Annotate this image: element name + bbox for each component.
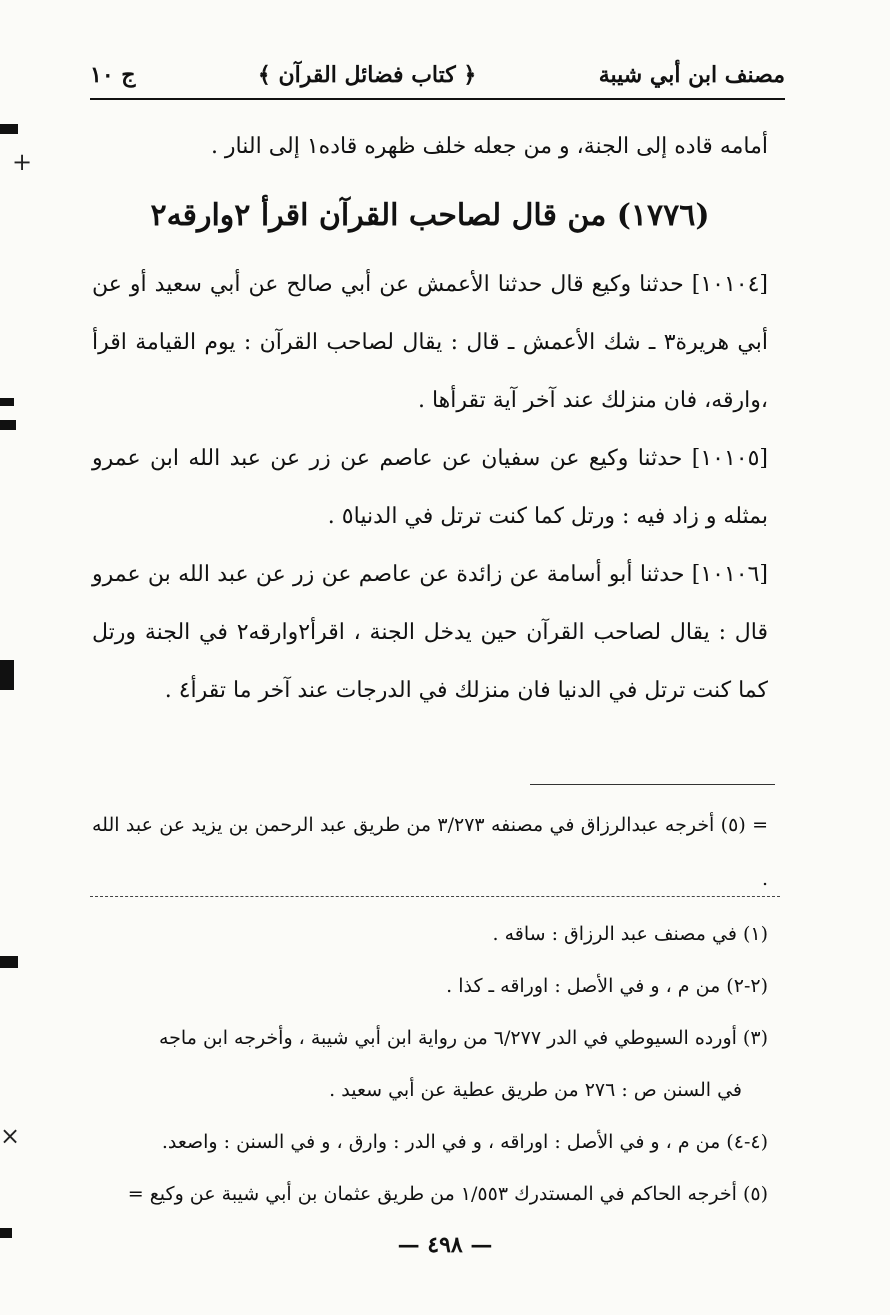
header-book-title: مصنف ابن أبي شيبة xyxy=(598,62,785,88)
footnote: (٣) أورده السيوطي في الدر ٦/٢٧٧ من رواية ابن أبي شيبة ، وأخرجه ابن ماجه xyxy=(159,1027,768,1049)
footnote-continuation: في السنن ص : ٢٧٦ من طريق عطية عن أبي سعيد . xyxy=(329,1079,742,1101)
main-text xyxy=(92,118,768,720)
hadith-paragraph: [١٠١٠٥] حدثنا وكيع عن سفيان عن عاصم عن زر عن عبد الله ابن عمرو بمثله و زاد فيه : ورتل كما كنت ترتل في الدنيا٥ . xyxy=(92,446,768,529)
continued-footnote xyxy=(92,798,768,906)
footnote-separator xyxy=(530,784,775,785)
running-header xyxy=(90,52,785,98)
scan-mark xyxy=(0,124,18,134)
header-volume: ج ١٠ xyxy=(90,62,136,88)
footnote-continued-text: = (٥) أخرجه عبدالرزاق في مصنفه ٣/٢٧٣ من طريق عبد الرحمن بن يزيد عن عبد الله . xyxy=(92,814,768,890)
header-rule xyxy=(90,98,785,100)
footnote: (١) في مصنف عبد الرزاق : ساقه . xyxy=(492,923,768,945)
footnote: (٥) أخرجه الحاكم في المستدرك ١/٥٥٣ من طريق عثمان بن أبي شيبة عن وكيع = xyxy=(127,1183,768,1205)
hadith-paragraph: [١٠١٠٦] حدثنا أبو أسامة عن زائدة عن عاصم عن زر عن عبد الله بن عمرو قال : يقال لصاحب القرآن حين يدخل الجنة ، اقرأ٢وارقه٢ في الجنة ورتل كما كنت ترتل في الدنيا فان منزلك في الدرجات عند آخر ما تقرأ٤ . xyxy=(92,562,768,703)
scan-mark xyxy=(0,660,14,690)
footnote: (٢-٢) من م ، و في الأصل : اوراقه ـ كذا . xyxy=(446,975,768,997)
scan-mark xyxy=(0,1228,12,1238)
scan-mark xyxy=(0,398,14,406)
header-chapter-title: ﴿ كتاب فضائل القرآن ﴾ xyxy=(257,62,477,88)
footnote: (٤-٤) من م ، و في الأصل : اوراقه ، و في الدر : وارق ، و في السنن : واصعد. xyxy=(161,1131,768,1153)
footnote-divider xyxy=(90,896,780,897)
hadith-paragraph: [١٠١٠٤] حدثنا وكيع قال حدثنا الأعمش عن أبي صالح عن أبي سعيد أو عن أبي هريرة٣ ـ شك الأعمش ـ قال : يقال لصاحب القرآن : يوم القيامة اقرأ ،وارقه، فان منزلك عند آخر آية تقرأها . xyxy=(92,272,768,413)
scan-cross-mark: + xyxy=(12,148,33,176)
scan-mark xyxy=(0,956,18,968)
footnotes xyxy=(92,908,768,1220)
scan-mark xyxy=(0,420,16,430)
section-title: (١٧٧٦) من قال لصاحب القرآن اقرأ ٢وارقه٢ xyxy=(150,198,710,233)
scan-cross-mark: × xyxy=(0,1122,21,1150)
page-number: — ٤٩٨ — xyxy=(397,1232,493,1258)
intro-line: أمامه قاده إلى الجنة، و من جعله خلف ظهره قاده١ إلى النار . xyxy=(210,134,768,159)
